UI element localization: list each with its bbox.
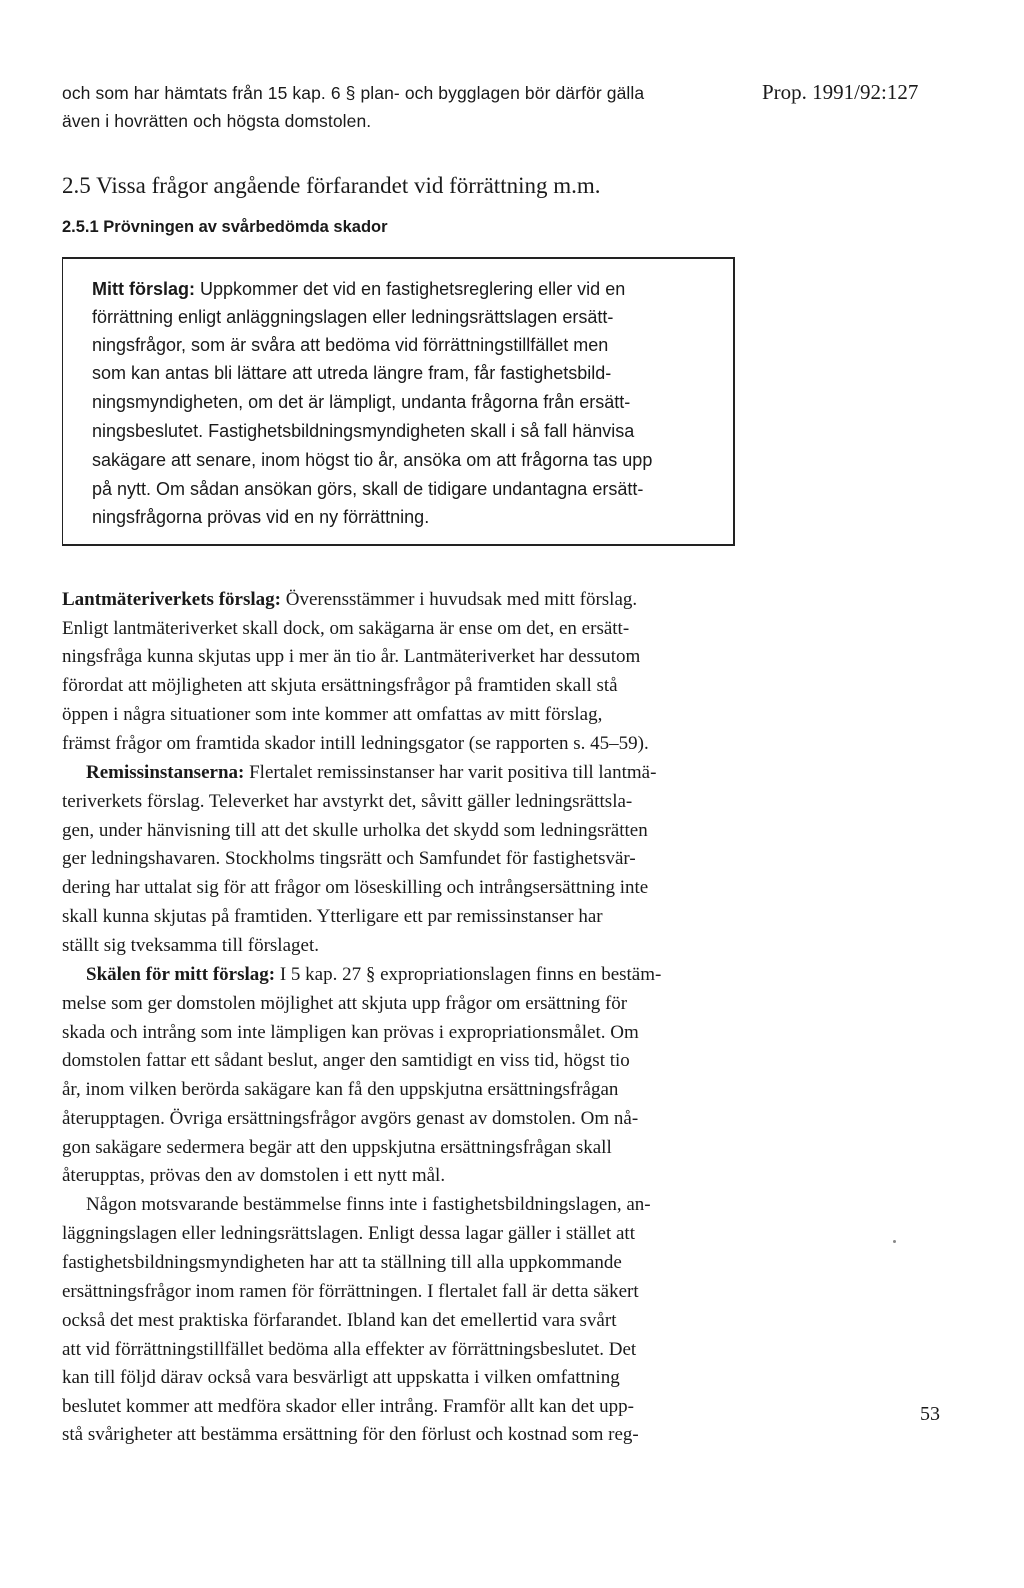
proposal-line-text: Uppkommer det vid en fastighetsreglering eller vid en [195, 279, 626, 299]
subsection-heading: 2.5.1 Prövningen av svårbedömda skador [62, 218, 388, 236]
body-line: främst frågor om framtida skador intill ledningsgator (se rapporten s. 45–59). [62, 733, 649, 754]
body-line: ställt sig tveksamma till förslaget. [62, 935, 319, 956]
proposal-line: på nytt. Om sådan ansökan görs, skall de tidigare undantagna ersätt- [92, 479, 644, 499]
body-line: stå svårigheter att bestämma ersättning för den förlust och kostnad som reg- [62, 1424, 639, 1445]
body-line: dering har uttalat sig för att frågor om löseskilling och intrångsersättning inte [62, 877, 649, 898]
body-line: skall kunna skjutas på framtiden. Ytterligare ett par remissinstanser har [62, 906, 603, 927]
proposal-line: sakägare att senare, inom högst tio år, ansöka om att frågorna tas upp [92, 450, 653, 470]
body-line [62, 587, 637, 613]
body-line: återupptas, prövas den av domstolen i ett nytt mål. [62, 1165, 446, 1186]
body-line: återupptagen. Övriga ersättningsfrågor avgörs genast av domstolen. Om nå- [62, 1108, 639, 1129]
body-line: också det mest praktiska förfarandet. Ibland kan det emellertid vara svårt [62, 1310, 617, 1331]
proposal-line: som kan antas bli lättare att utreda längre fram, får fastighetsbild- [92, 363, 612, 383]
body-line: kan till följd därav också vara besvärligt att uppskatta i vilken omfattning [62, 1367, 620, 1388]
p2-label: Remissinstanserna: [86, 762, 245, 783]
intro-line-2: även i hovrätten och högsta domstolen. [62, 111, 372, 131]
proposal-line: ningsmyndigheten, om det är lämpligt, undanta frågorna från ersätt- [92, 392, 631, 412]
body-line: domstolen fattar ett sådant beslut, anger den samtidigt en viss tid, högst tio [62, 1050, 630, 1071]
body-line: ersättningsfrågor inom ramen för förrättningen. I flertalet fall är detta säkert [62, 1281, 639, 1302]
body-line [86, 760, 656, 786]
proposal-line: ningsfrågor, som är svåra att bedöma vid förrättningstillfället men [92, 335, 609, 355]
body-line: läggningslagen eller ledningsrättslagen. Enligt dessa lagar gäller i stället att [62, 1223, 635, 1244]
body-line [86, 962, 661, 988]
body-line: Någon motsvarande bestämmelse finns inte i fastighetsbildningslagen, an- [86, 1194, 651, 1215]
body-line: gon sakägare sedermera begär att den uppskjutna ersättningsfrågan skall [62, 1137, 612, 1158]
body-line: skada och intrång som inte lämpligen kan prövas i expropriationsmålet. Om [62, 1022, 639, 1043]
body-line-text: Flertalet remissinstanser har varit positiva till lantmä- [244, 762, 657, 783]
body-line: ger ledningshavaren. Stockholms tingsrätt och Samfundet för fastighetsvär- [62, 848, 636, 869]
body-line: beslutet kommer att medföra skador eller intrång. Framför allt kan det upp- [62, 1396, 634, 1417]
proposal-line [92, 276, 625, 302]
page-number: 53 [920, 1403, 940, 1425]
body-line: år, inom vilken berörda sakägare kan få den uppskjutna ersättningsfrågan [62, 1079, 619, 1100]
body-line: att vid förrättningstillfället bedöma alla effekter av förrättningsbeslutet. Det [62, 1339, 637, 1360]
body-line: Enligt lantmäteriverket skall dock, om sakägarna är ense om det, en ersätt- [62, 618, 630, 639]
proposal-line: ningsbeslutet. Fastighetsbildningsmyndigheten skall i så fall hänvisa [92, 421, 635, 441]
intro-line-1: och som har hämtats från 15 kap. 6 § plan- och bygglagen bör därför gälla [62, 83, 645, 103]
proposition-reference: Prop. 1991/92:127 [762, 80, 919, 104]
body-line-text: I 5 kap. 27 § expropriationslagen finns en bestäm- [275, 964, 662, 985]
proposal-label: Mitt förslag: [92, 279, 195, 299]
body-line-text: Överensstämmer i huvudsak med mitt förslag. [280, 589, 638, 610]
proposal-line: ningsfrågorna prövas vid en ny förrättning. [92, 507, 430, 527]
proposal-line: förrättning enligt anläggningslagen eller ledningsrättslagen ersätt- [92, 307, 614, 327]
body-line: fastighetsbildningsmyndigheten har att ta ställning till alla uppkommande [62, 1252, 622, 1273]
p3-label: Skälen för mitt förslag: [86, 964, 276, 985]
body-line: ningsfråga kunna skjutas upp i mer än tio år. Lantmäteriverket har dessutom [62, 646, 641, 667]
body-line: teriverkets förslag. Televerket har avstyrkt det, såvitt gäller ledningsrättsla- [62, 791, 633, 812]
body-line: melse som ger domstolen möjlighet att skjuta upp frågor om ersättning för [62, 993, 628, 1014]
body-line: öppen i några situationer som inte kommer att omfattas av mitt förslag, [62, 704, 603, 725]
p1-label: Lantmäteriverkets förslag: [62, 589, 281, 610]
body-line: förordat att möjligheten att skjuta ersättningsfrågor på framtiden skall stå [62, 675, 618, 696]
section-heading: 2.5 Vissa frågor angående förfarandet vid förrättning m.m. [62, 173, 601, 198]
body-line: gen, under hänvisning till att det skulle urholka det skydd som ledningsrätten [62, 820, 648, 841]
scan-speck [893, 1240, 896, 1243]
